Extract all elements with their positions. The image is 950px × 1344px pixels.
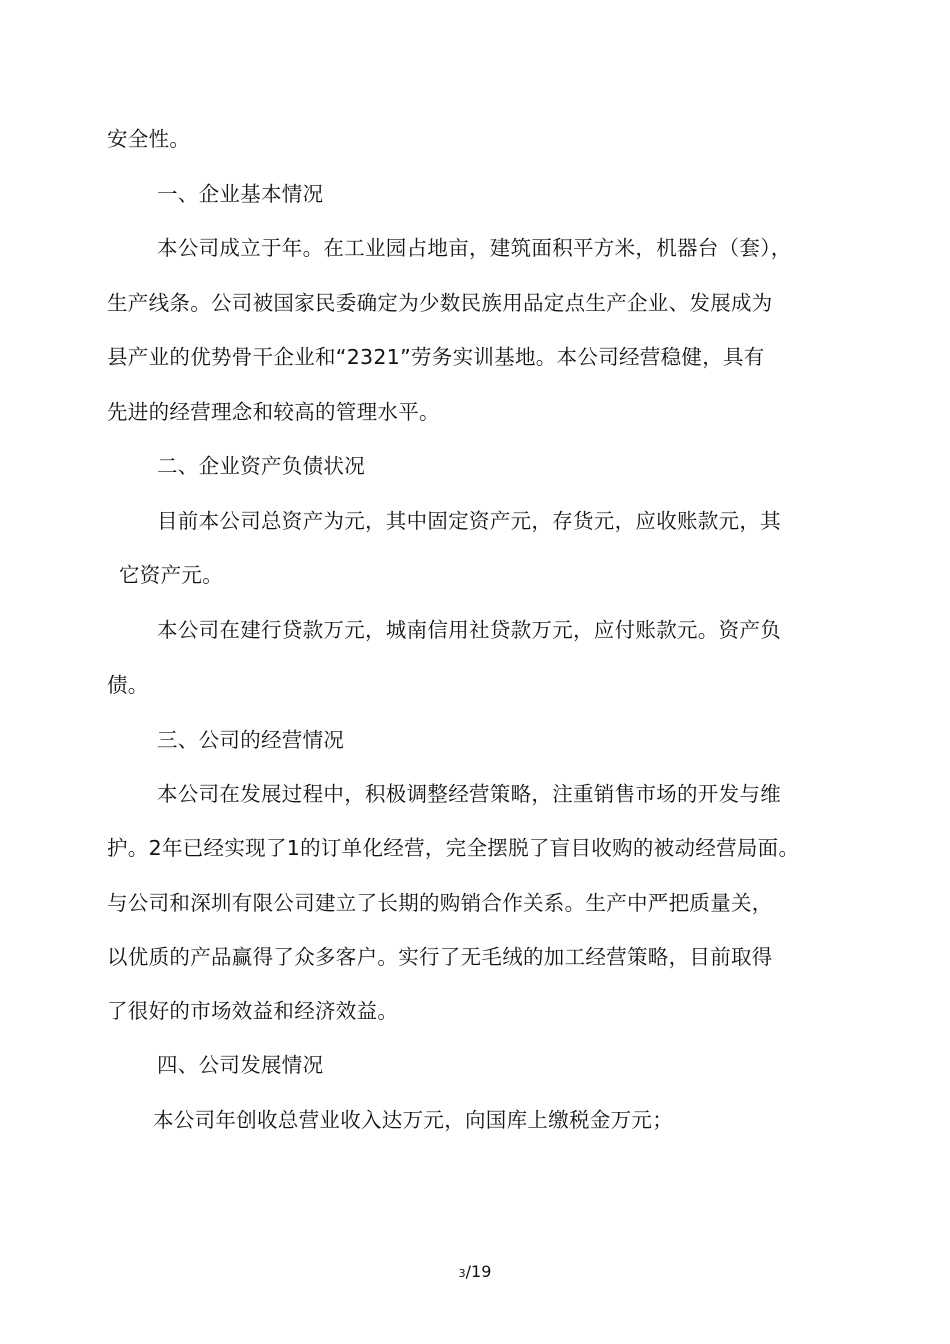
paragraph-line: 本公司在建行贷款万元，城南信用社贷款万元，应付账款元。资产负 xyxy=(157,618,781,642)
paragraph-line: 本公司在发展过程中，积极调整经营策略，注重销售市场的开发与维 xyxy=(157,782,781,806)
page-number-current: 3 xyxy=(458,1267,466,1280)
paragraph-line: 以优质的产品赢得了众多客户。实行了无毛绒的加工经营策略，目前取得 xyxy=(107,945,773,969)
paragraph-line: 了很好的市场效益和经济效益。 xyxy=(107,999,399,1023)
paragraph-line: 与公司和深圳有限公司建立了长期的购销合作关系。生产中严把质量关， xyxy=(107,891,773,915)
page-number xyxy=(0,1262,950,1284)
paragraph-line: 生产线条。公司被国家民委确定为少数民族用品定点生产企业、发展成为 xyxy=(107,291,773,315)
paragraph-line: 债。 xyxy=(107,673,149,697)
paragraph-line: 它资产元。 xyxy=(119,563,223,587)
paragraph-line: 安全性。 xyxy=(107,127,191,151)
paragraph-line: 目前本公司总资产为元，其中固定资产元，存货元，应收账款元，其 xyxy=(157,509,781,533)
paragraph-line: 本公司成立于年。在工业园占地亩，建筑面积平方米，机器台（套）， xyxy=(157,236,792,260)
paragraph-line: 护。2年已经实现了1的订单化经营，完全摆脱了盲目收购的被动经营局面。 xyxy=(107,836,800,860)
section-heading: 四、公司发展情况 xyxy=(157,1053,324,1077)
section-heading: 一、企业基本情况 xyxy=(157,182,324,206)
page-number-total: /19 xyxy=(465,1262,492,1281)
paragraph-line: 先进的经营理念和较高的管理水平。 xyxy=(107,400,440,424)
section-heading: 三、公司的经营情况 xyxy=(157,728,345,752)
section-heading: 二、企业资产负债状况 xyxy=(157,454,365,478)
paragraph-line: 县产业的优势骨干企业和“2321”劳务实训基地。本公司经营稳健，具有 xyxy=(107,345,765,369)
paragraph-line: 本公司年创收总营业收入达万元，向国库上缴税金万元； xyxy=(153,1108,673,1132)
